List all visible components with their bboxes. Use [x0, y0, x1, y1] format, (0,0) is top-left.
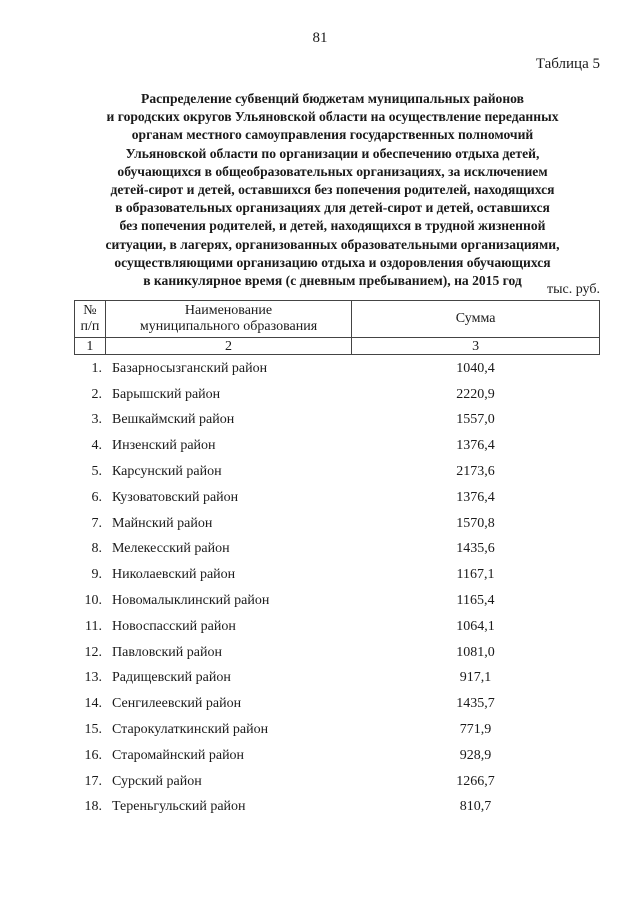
- row-sum: 2173,6: [456, 464, 495, 480]
- row-name: Барышский район: [112, 386, 221, 402]
- row-number: 3.: [91, 412, 102, 428]
- title-line: детей-сирот и детей, оставшихся без попечения родителей, находящихся: [110, 182, 555, 198]
- row-sum: 1167,1: [456, 567, 495, 583]
- row-name: Карсунский район: [112, 464, 222, 480]
- units-label: тыс. руб.: [547, 282, 600, 297]
- table-row: [74, 537, 600, 563]
- table-row: [74, 433, 600, 459]
- row-sum: 1435,6: [456, 541, 495, 557]
- row-number: 17.: [84, 773, 102, 789]
- row-number: 16.: [84, 747, 102, 763]
- table-row: [74, 614, 600, 640]
- table-row: [74, 408, 600, 434]
- row-name: Мелекесский район: [112, 541, 230, 557]
- title-line: ситуации, в лагерях, организованных образовательными организациями,: [105, 236, 560, 252]
- header-name-col: [105, 301, 351, 338]
- row-number: 15.: [84, 722, 102, 738]
- row-number: 12.: [84, 644, 102, 660]
- row-name: Новомалыклинский район: [112, 593, 270, 609]
- table-header: [74, 300, 600, 355]
- table-row: [74, 717, 600, 743]
- row-sum: 1064,1: [456, 618, 495, 634]
- table-row: [74, 356, 600, 382]
- title-line: обучающихся в общеобразовательных организациях, за исключением: [117, 163, 548, 179]
- row-sum: 1570,8: [456, 515, 495, 531]
- row-number: 5.: [91, 464, 102, 480]
- row-name: Павловский район: [112, 644, 222, 660]
- title-line: в каникулярное время (с дневным пребыванием), на 2015 год: [143, 273, 522, 289]
- header-index-2: 2: [105, 338, 351, 355]
- table-label: Таблица 5: [535, 56, 600, 72]
- title-line: органам местного самоуправления государственных полномочий: [131, 127, 534, 143]
- header-number-line1: №: [83, 303, 97, 318]
- row-name: Инзенский район: [112, 438, 216, 454]
- title-line: без попечения родителей, и детей, находящихся в трудной жизненной: [119, 218, 546, 234]
- row-number: 11.: [85, 618, 102, 634]
- title-line: в образовательных организациях для детей-сирот и детей, оставшихся: [115, 200, 550, 216]
- row-sum: 810,7: [459, 799, 492, 815]
- table-row: [74, 511, 600, 537]
- title-line: Распределение субвенций бюджетам муниципальных районов: [141, 91, 524, 106]
- row-sum: 1376,4: [456, 438, 495, 454]
- row-name: Тереньгульский район: [112, 799, 246, 815]
- row-number: 18.: [84, 799, 102, 815]
- row-sum: 1435,7: [456, 696, 495, 712]
- row-number: 13.: [84, 670, 102, 686]
- table-row: [74, 382, 600, 408]
- row-number: 6.: [91, 489, 102, 505]
- table-row: [74, 588, 600, 614]
- row-number: 1.: [91, 360, 102, 376]
- row-sum: 1040,4: [456, 360, 495, 376]
- row-sum: 917,1: [459, 670, 492, 686]
- row-sum: 1081,0: [456, 644, 495, 660]
- row-number: 9.: [91, 567, 102, 583]
- header-index-3: 3: [352, 338, 600, 355]
- row-number: 7.: [91, 515, 102, 531]
- row-name: Старокулаткинский район: [112, 722, 269, 738]
- row-name: Вешкаймский район: [112, 412, 235, 428]
- page-number: 81: [312, 30, 328, 46]
- table-row: [74, 795, 600, 821]
- row-name: Николаевский район: [112, 567, 236, 583]
- table-row: [74, 562, 600, 588]
- row-sum: 1376,4: [456, 489, 495, 505]
- table-row: [74, 459, 600, 485]
- row-number: 14.: [84, 696, 102, 712]
- table-row: [74, 691, 600, 717]
- title-line: Ульяновской области по организации и обеспечению отдыха детей,: [125, 145, 540, 161]
- row-name: Базарносызганский район: [112, 360, 268, 376]
- table-row: [74, 769, 600, 795]
- header-name-line2: муниципального образования: [139, 319, 318, 334]
- row-sum: 1557,0: [456, 412, 495, 428]
- row-sum: 1165,4: [456, 593, 495, 609]
- header-name-line1: Наименование: [184, 303, 273, 318]
- row-sum: 1266,7: [456, 773, 495, 789]
- row-name: Старомайнский район: [112, 747, 245, 763]
- title-line: осуществляющими организацию отдыха и оздоровления обучающихся: [114, 254, 551, 270]
- row-number: 4.: [91, 438, 102, 454]
- table-row: [74, 640, 600, 666]
- table-row: [74, 666, 600, 692]
- row-number: 10.: [84, 593, 102, 609]
- table-row: [74, 485, 600, 511]
- header-number-col: [75, 301, 106, 338]
- header-index-1: 1: [75, 338, 106, 355]
- document-title: [60, 90, 605, 290]
- row-sum: 928,9: [459, 747, 492, 763]
- row-name: Радищевский район: [112, 670, 231, 686]
- row-sum: 771,9: [459, 722, 492, 738]
- row-name: Кузоватовский район: [112, 489, 239, 505]
- row-sum: 2220,9: [456, 386, 495, 402]
- title-line: и городских округов Ульяновской области на осуществление переданных: [106, 109, 559, 125]
- row-name: Новоспасский район: [112, 618, 236, 634]
- row-name: Сенгилеевский район: [112, 696, 242, 712]
- row-number: 8.: [91, 541, 102, 557]
- row-number: 2.: [91, 386, 102, 402]
- row-name: Майнский район: [112, 515, 213, 531]
- header-number-line2: п/п: [80, 319, 100, 334]
- header-sum-col: Сумма: [352, 301, 600, 338]
- row-name: Сурский район: [112, 773, 202, 789]
- table-row: [74, 743, 600, 769]
- table-body: [74, 356, 600, 820]
